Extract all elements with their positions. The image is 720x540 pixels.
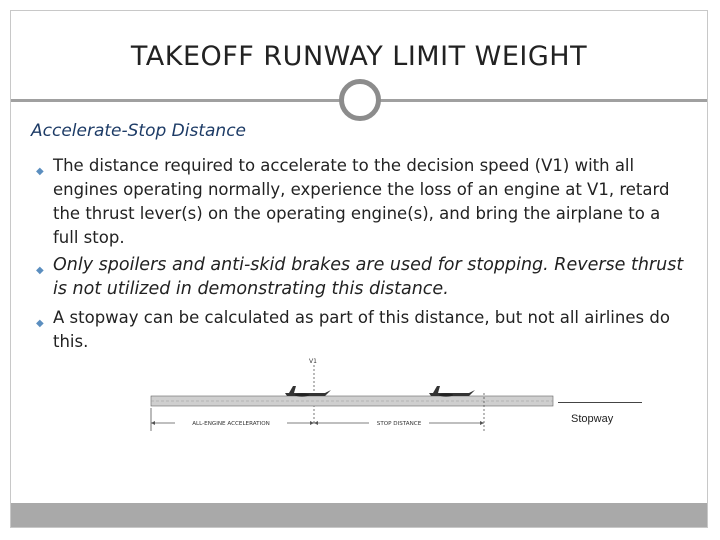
arrowhead-icon — [314, 421, 318, 425]
accelerate-stop-diagram — [137, 353, 569, 451]
bullet-item — [36, 154, 686, 250]
slide-title: TAKEOFF RUNWAY LIMIT WEIGHT — [130, 41, 588, 72]
bullet-marker-icon: ◆ — [36, 318, 44, 329]
stopway-extension-line — [558, 402, 642, 403]
divider-circle-ornament — [339, 79, 381, 121]
arrowhead-icon — [310, 421, 314, 425]
bullet-text: A stopway can be calculated as part of this distance, but not all airlines do this. — [53, 308, 670, 351]
arrowhead-icon — [480, 421, 484, 425]
bullet-item — [36, 306, 686, 354]
v1-label: V1 — [309, 358, 317, 365]
airplane-icon — [429, 386, 475, 397]
bullet-marker-icon: ◆ — [36, 265, 44, 276]
stopway-label: Stopway — [571, 413, 614, 425]
slide-subtitle: Accelerate-Stop Distance — [31, 121, 247, 141]
arrowhead-icon — [151, 421, 155, 425]
bullet-item — [36, 253, 686, 301]
bullet-text: The distance required to accelerate to the decision speed (V1) with all engines operating normally, experience the loss of an engine at V1, retard the thrust lever(s) on the operating engine(s), and bring the airplane to a full stop. — [53, 156, 670, 247]
segment-label-acceleration: ALL-ENGINE ACCELERATION — [192, 421, 270, 427]
runway-diagram-svg — [137, 353, 569, 451]
footer-bar — [11, 503, 707, 527]
bullet-marker-icon: ◆ — [36, 166, 44, 177]
airplane-icon — [285, 386, 331, 397]
segment-label-stop: STOP DISTANCE — [376, 421, 422, 427]
bullet-text: Only spoilers and anti-skid brakes are used for stopping. Reverse thrust is not utilized in demonstrating this distance. — [53, 255, 684, 299]
